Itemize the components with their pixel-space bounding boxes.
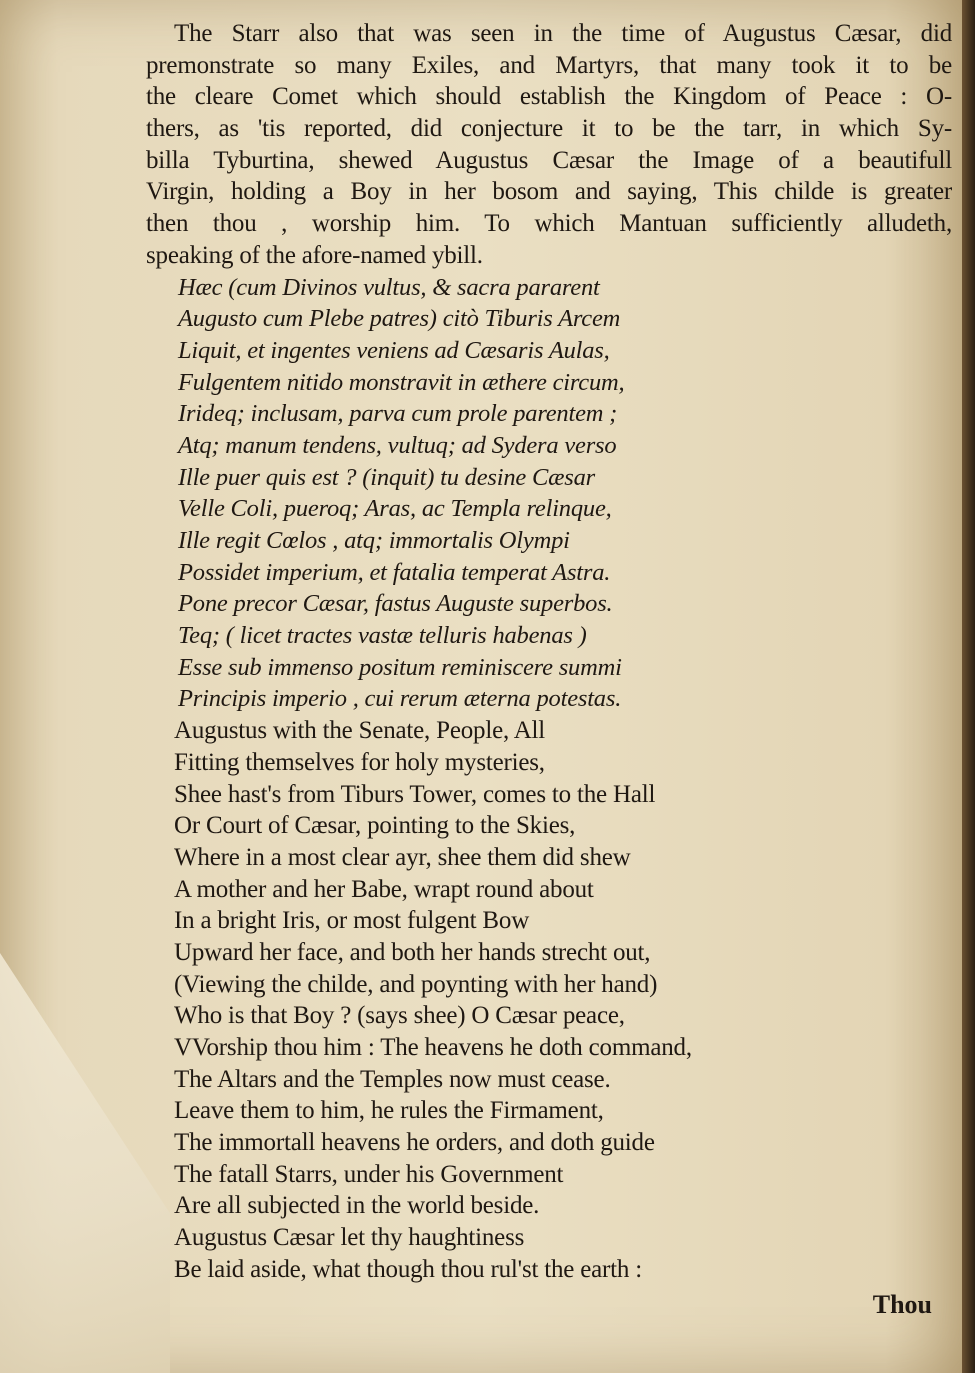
prose-line: The Starr also that was seen in the time of Augustus Cæsar, did (174, 20, 952, 47)
prose-line: then thou , worship him. To which Mantuan sufficiently alludeth, (146, 210, 952, 238)
english-verse-line: Where in a most clear ayr, shee them did shew (174, 843, 631, 871)
latin-verse-line: Ille puer quis est ? (inquit) tu desine Cæsar (178, 463, 595, 491)
catchword: Thou (872, 1290, 932, 1319)
page-text (146, 18, 952, 1286)
prose-line: thers, as 'tis reported, did conjecture it to be the tarr, in which Sy- (146, 115, 952, 143)
prose-line: billa Tyburtina, shewed Augustus Cæsar the Image of a beautifull (146, 146, 952, 174)
english-verse-line: VVorship thou him : The heavens he doth command, (174, 1034, 692, 1061)
latin-verse (146, 272, 952, 716)
latin-verse-line: Teq; ( licet tractes vastæ telluris habenas ) (178, 622, 587, 650)
english-verse-line: Who is that Boy ? (says shee) O Cæsar peace, (174, 1002, 625, 1030)
english-verse-line: (Viewing the childe, and poynting with her hand) (174, 970, 658, 998)
english-verse-line: The Altars and the Temples now must cease. (174, 1065, 611, 1093)
latin-verse-line: Irideq; inclusam, parva cum prole parentem ; (178, 400, 618, 428)
latin-verse-line: Fulgentem nitido monstravit in æthere circum, (178, 368, 625, 396)
latin-verse-line: Possidet imperium, et fatalia temperat Astra. (178, 558, 611, 586)
english-verse-line: Augustus Cæsar let thy haughtiness (174, 1224, 525, 1252)
latin-verse-line: Ille regit Cœlos , atq; immortalis Olympi (178, 527, 570, 554)
english-verse-line: In a bright Iris, or most fulgent Bow (174, 907, 530, 935)
english-verse-line: Are all subjected in the world beside. (174, 1192, 540, 1220)
prose-line: premonstrate so many Exiles, and Martyrs, that many took it to be (146, 51, 952, 79)
english-verse (146, 715, 952, 1285)
english-verse-line: Be laid aside, what though thou rul'st the earth : (174, 1255, 643, 1283)
english-verse-line: Upward her face, and both her hands strecht out, (174, 938, 651, 966)
folded-corner (0, 953, 170, 1373)
english-verse-line: A mother and her Babe, wrapt round about (174, 875, 594, 903)
english-verse-line: Fitting themselves for holy mysteries, (174, 748, 545, 776)
latin-verse-line: Augusto cum Plebe patres) citò Tiburis Arcem (178, 305, 621, 333)
latin-verse-line: Hæc (cum Divinos vultus, & sacra pararent (178, 273, 600, 301)
prose-line: speaking of the afore-named ybill. (146, 241, 483, 269)
latin-verse-line: Liquit, et ingentes veniens ad Cæsaris Aulas, (178, 336, 610, 364)
prose-line: Virgin, holding a Boy in her bosom and saying, This childe is greater (146, 178, 952, 206)
english-verse-line: Shee hast's from Tiburs Tower, comes to the Hall (174, 780, 656, 808)
english-verse-line: The fatall Starrs, under his Government (174, 1160, 564, 1188)
prose-line: the cleare Comet which should establish the Kingdom of Peace : O- (146, 83, 952, 111)
latin-verse-line: Pone precor Cæsar, fastus Auguste superbos. (178, 590, 613, 618)
latin-verse-line: Atq; manum tendens, vultuq; ad Sydera verso (178, 431, 617, 459)
prose-paragraph (146, 18, 952, 272)
english-verse-line: Or Court of Cæsar, pointing to the Skies, (174, 812, 576, 840)
latin-verse-line: Velle Coli, pueroq; Aras, ac Templa relinque, (178, 495, 612, 523)
book-spine (962, 0, 975, 1373)
latin-verse-line: Esse sub immenso positum reminiscere summi (178, 653, 622, 681)
english-verse-line: Augustus with the Senate, People, All (174, 717, 546, 745)
english-verse-line: The immortall heavens he orders, and doth guide (174, 1129, 655, 1157)
english-verse-line: Leave them to him, he rules the Firmament, (174, 1097, 604, 1125)
latin-verse-line: Principis imperio , cui rerum æterna potestas. (178, 685, 622, 713)
